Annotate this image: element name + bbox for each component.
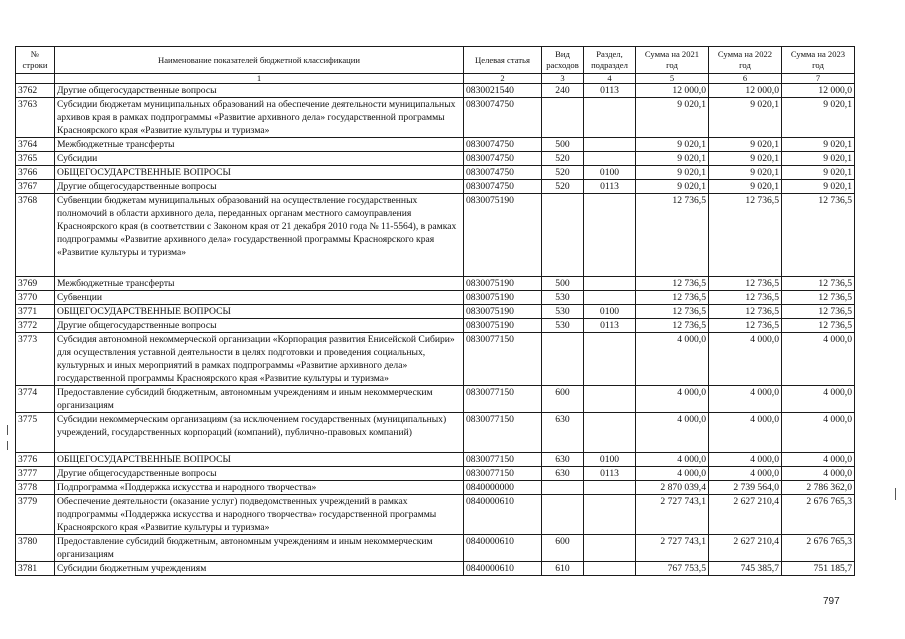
row-number: 3775 [16, 413, 55, 453]
table-row [16, 319, 855, 333]
table-row [16, 166, 855, 180]
table-body [16, 84, 855, 576]
row-sum-2023: 4 000,0 [782, 413, 855, 453]
row-sum-2023: 9 020,1 [782, 166, 855, 180]
row-name: Другие общегосударственные вопросы [55, 467, 464, 481]
row-expense-type: 530 [542, 319, 584, 333]
row-sum-2023: 12 736,5 [782, 291, 855, 305]
row-target-code: 0830075190 [464, 291, 542, 305]
row-expense-type [542, 495, 584, 535]
row-expense-type [542, 333, 584, 386]
column-number: 7 [782, 74, 855, 84]
row-number: 3778 [16, 481, 55, 495]
row-name: Другие общегосударственные вопросы [55, 84, 464, 98]
row-expense-type: 600 [542, 535, 584, 562]
row-number: 3768 [16, 194, 55, 277]
budget-table [15, 46, 855, 576]
table-row [16, 305, 855, 319]
row-target-code: 0830077150 [464, 467, 542, 481]
table-row [16, 180, 855, 194]
row-expense-type: 240 [542, 84, 584, 98]
table-row [16, 98, 855, 138]
row-number: 3779 [16, 495, 55, 535]
row-number: 3773 [16, 333, 55, 386]
row-section: 0113 [584, 180, 636, 194]
row-section [584, 194, 636, 277]
row-section: 0100 [584, 453, 636, 467]
table-row [16, 453, 855, 467]
row-target-code: 0830077150 [464, 333, 542, 386]
row-sum-2023: 4 000,0 [782, 333, 855, 386]
row-sum-2022: 4 000,0 [709, 386, 782, 413]
row-sum-2023: 12 736,5 [782, 319, 855, 333]
header-name: Наименование показателей бюджетной классификации [55, 47, 464, 74]
row-sum-2022: 4 000,0 [709, 333, 782, 386]
row-section [584, 277, 636, 291]
row-sum-2021: 4 000,0 [636, 453, 709, 467]
row-sum-2022: 2 627 210,4 [709, 535, 782, 562]
row-section [584, 481, 636, 495]
row-expense-type [542, 194, 584, 277]
row-target-code: 0830074750 [464, 152, 542, 166]
row-expense-type: 600 [542, 386, 584, 413]
row-sum-2023: 12 000,0 [782, 84, 855, 98]
row-sum-2023: 9 020,1 [782, 152, 855, 166]
row-target-code: 0830074750 [464, 98, 542, 138]
row-sum-2022: 4 000,0 [709, 453, 782, 467]
table-row [16, 84, 855, 98]
column-number: 1 [55, 74, 464, 84]
row-expense-type: 630 [542, 467, 584, 481]
row-expense-type: 500 [542, 277, 584, 291]
row-sum-2021: 9 020,1 [636, 166, 709, 180]
row-expense-type: 520 [542, 166, 584, 180]
row-number: 3767 [16, 180, 55, 194]
row-sum-2021: 12 736,5 [636, 319, 709, 333]
row-sum-2022: 12 736,5 [709, 194, 782, 277]
header-row-no: № строки [16, 47, 55, 74]
row-sum-2021: 9 020,1 [636, 138, 709, 152]
row-number: 3776 [16, 453, 55, 467]
row-name: Предоставление субсидий бюджетным, автономным учреждениям и иным некоммерческим организациям [55, 386, 464, 413]
row-number: 3772 [16, 319, 55, 333]
table-header [16, 47, 855, 84]
header-vid: Вид расходов [542, 47, 584, 74]
row-sum-2022: 9 020,1 [709, 98, 782, 138]
row-sum-2022: 4 000,0 [709, 467, 782, 481]
row-sum-2022: 12 736,5 [709, 319, 782, 333]
row-sum-2021: 4 000,0 [636, 386, 709, 413]
row-name: Другие общегосударственные вопросы [55, 180, 464, 194]
row-expense-type: 630 [542, 453, 584, 467]
row-sum-2023: 9 020,1 [782, 180, 855, 194]
row-section: 0100 [584, 166, 636, 180]
row-target-code: 0830077150 [464, 453, 542, 467]
row-sum-2022: 12 736,5 [709, 305, 782, 319]
row-target-code: 0830075190 [464, 277, 542, 291]
row-sum-2023: 4 000,0 [782, 386, 855, 413]
column-number: 2 [464, 74, 542, 84]
row-section: 0113 [584, 84, 636, 98]
row-number: 3765 [16, 152, 55, 166]
row-name: ОБЩЕГОСУДАРСТВЕННЫЕ ВОПРОСЫ [55, 305, 464, 319]
scan-mark [7, 441, 8, 450]
row-name: Субсидии [55, 152, 464, 166]
row-target-code: 0840000000 [464, 481, 542, 495]
row-sum-2022: 745 385,7 [709, 562, 782, 576]
row-sum-2021: 4 000,0 [636, 413, 709, 453]
scan-mark [7, 425, 8, 435]
row-sum-2021: 4 000,0 [636, 333, 709, 386]
row-sum-2023: 9 020,1 [782, 98, 855, 138]
row-sum-2022: 9 020,1 [709, 152, 782, 166]
row-section [584, 562, 636, 576]
header-sum-2022: Сумма на 2022 год [709, 47, 782, 74]
column-number: 4 [584, 74, 636, 84]
row-expense-type: 520 [542, 180, 584, 194]
row-expense-type: 530 [542, 305, 584, 319]
row-sum-2022: 2 627 210,4 [709, 495, 782, 535]
row-number: 3770 [16, 291, 55, 305]
row-sum-2021: 12 736,5 [636, 194, 709, 277]
table-row [16, 467, 855, 481]
row-name: Субсидии бюджетным учреждениям [55, 562, 464, 576]
table-row [16, 152, 855, 166]
table-row [16, 495, 855, 535]
row-target-code: 0840000610 [464, 535, 542, 562]
row-sum-2021: 9 020,1 [636, 180, 709, 194]
row-section [584, 291, 636, 305]
row-number: 3769 [16, 277, 55, 291]
row-target-code: 0830075190 [464, 194, 542, 277]
row-name: Межбюджетные трансферты [55, 138, 464, 152]
row-target-code: 0830077150 [464, 386, 542, 413]
row-section: 0113 [584, 319, 636, 333]
header-sum-2023: Сумма на 2023 год [782, 47, 855, 74]
row-sum-2021: 12 736,5 [636, 305, 709, 319]
table-row [16, 386, 855, 413]
row-sum-2022: 12 736,5 [709, 277, 782, 291]
row-sum-2022: 9 020,1 [709, 166, 782, 180]
header-target: Целевая статья [464, 47, 542, 74]
row-sum-2022: 12 736,5 [709, 291, 782, 305]
row-section [584, 152, 636, 166]
row-target-code: 0830074750 [464, 166, 542, 180]
row-sum-2023: 9 020,1 [782, 138, 855, 152]
column-number: 3 [542, 74, 584, 84]
row-target-code: 0830075190 [464, 319, 542, 333]
row-target-code: 0840000610 [464, 562, 542, 576]
table-row [16, 277, 855, 291]
row-target-code: 0840000610 [464, 495, 542, 535]
row-name: ОБЩЕГОСУДАРСТВЕННЫЕ ВОПРОСЫ [55, 166, 464, 180]
row-number: 3774 [16, 386, 55, 413]
column-number: 5 [636, 74, 709, 84]
row-section [584, 413, 636, 453]
row-section [584, 333, 636, 386]
column-number [16, 74, 55, 84]
row-section [584, 535, 636, 562]
row-name: Другие общегосударственные вопросы [55, 319, 464, 333]
table-row [16, 333, 855, 386]
table-row [16, 291, 855, 305]
row-target-code: 0830075190 [464, 305, 542, 319]
row-sum-2021: 9 020,1 [636, 98, 709, 138]
row-sum-2021: 2 727 743,1 [636, 535, 709, 562]
row-sum-2023: 12 736,5 [782, 305, 855, 319]
table-row [16, 413, 855, 453]
row-sum-2023: 12 736,5 [782, 277, 855, 291]
row-target-code: 0830074750 [464, 180, 542, 194]
table-row [16, 138, 855, 152]
row-sum-2021: 4 000,0 [636, 467, 709, 481]
header-razdel: Раздел, подраздел [584, 47, 636, 74]
row-sum-2021: 12 736,5 [636, 291, 709, 305]
header-sum-2021: Сумма на 2021 год [636, 47, 709, 74]
row-name: Подпрограмма «Поддержка искусства и народного творчества» [55, 481, 464, 495]
row-name: Субвенции [55, 291, 464, 305]
row-sum-2022: 9 020,1 [709, 180, 782, 194]
row-sum-2022: 9 020,1 [709, 138, 782, 152]
row-sum-2023: 4 000,0 [782, 453, 855, 467]
table-row [16, 535, 855, 562]
row-sum-2022: 4 000,0 [709, 413, 782, 453]
row-name: Субвенции бюджетам муниципальных образований на осуществление государственных полномочий в области архивного дела, переданных органам местного самоуправления Красноярского края (в соответствии с Законом края от 21 декабря 2010 года № 11-5564), в рамках подпрограммы «Развитие архивного дела» государственной программы Красноярского края «Развитие культуры и туризма» [55, 194, 464, 277]
row-sum-2022: 12 000,0 [709, 84, 782, 98]
row-target-code: 0830021540 [464, 84, 542, 98]
row-section [584, 386, 636, 413]
row-expense-type: 520 [542, 152, 584, 166]
row-section: 0113 [584, 467, 636, 481]
row-name: ОБЩЕГОСУДАРСТВЕННЫЕ ВОПРОСЫ [55, 453, 464, 467]
row-number: 3771 [16, 305, 55, 319]
column-number: 6 [709, 74, 782, 84]
row-sum-2023: 751 185,7 [782, 562, 855, 576]
page-number: 797 [823, 596, 840, 607]
row-sum-2023: 2 676 765,3 [782, 495, 855, 535]
row-sum-2023: 2 786 362,0 [782, 481, 855, 495]
row-name: Межбюджетные трансферты [55, 277, 464, 291]
row-target-code: 0830074750 [464, 138, 542, 152]
row-expense-type [542, 98, 584, 138]
row-name: Субсидии бюджетам муниципальных образований на обеспечение деятельности муниципальных архивов края в рамках подпрограммы «Развитие архивного дела» государственной программы Красноярского края «Развитие культуры и туризма» [55, 98, 464, 138]
row-sum-2021: 12 736,5 [636, 277, 709, 291]
row-name: Субсидии некоммерческим организациям (за исключением государственных (муниципальных) учреждений, государственных корпораций (компаний), публично-правовых компаний) [55, 413, 464, 453]
row-sum-2023: 2 676 765,3 [782, 535, 855, 562]
row-section [584, 495, 636, 535]
row-sum-2021: 12 000,0 [636, 84, 709, 98]
row-expense-type: 630 [542, 413, 584, 453]
row-number: 3780 [16, 535, 55, 562]
row-number: 3781 [16, 562, 55, 576]
row-number: 3777 [16, 467, 55, 481]
row-sum-2023: 4 000,0 [782, 467, 855, 481]
row-section [584, 138, 636, 152]
row-number: 3763 [16, 98, 55, 138]
table-row [16, 194, 855, 277]
row-expense-type [542, 481, 584, 495]
row-name: Обеспечение деятельности (оказание услуг) подведомственных учреждений в рамках подпрограммы «Поддержка искусства и народного творчества» государственной программы Красноярского края «Развитие культуры и туризма» [55, 495, 464, 535]
row-target-code: 0830077150 [464, 413, 542, 453]
row-expense-type: 500 [542, 138, 584, 152]
table-row [16, 481, 855, 495]
row-section [584, 98, 636, 138]
column-number-row [16, 74, 855, 84]
row-number: 3762 [16, 84, 55, 98]
row-sum-2021: 2 727 743,1 [636, 495, 709, 535]
table-row [16, 562, 855, 576]
row-sum-2023: 12 736,5 [782, 194, 855, 277]
row-sum-2021: 9 020,1 [636, 152, 709, 166]
row-sum-2021: 2 870 039,4 [636, 481, 709, 495]
row-sum-2022: 2 739 564,0 [709, 481, 782, 495]
row-sum-2021: 767 753,5 [636, 562, 709, 576]
row-name: Предоставление субсидий бюджетным, автономным учреждениям и иным некоммерческим организациям [55, 535, 464, 562]
row-number: 3766 [16, 166, 55, 180]
row-expense-type: 530 [542, 291, 584, 305]
row-expense-type: 610 [542, 562, 584, 576]
scan-mark [895, 488, 896, 500]
row-name: Субсидия автономной некоммерческой организации «Корпорация развития Енисейской Сибири» для осуществления уставной деятельности в целях подготовки и проведения социальных, культурных и иных мероприятий в рамках подпрограммы «Развитие архивного дела» государственной программы Красноярского края «Развитие культуры и туризма» [55, 333, 464, 386]
row-number: 3764 [16, 138, 55, 152]
row-section: 0100 [584, 305, 636, 319]
